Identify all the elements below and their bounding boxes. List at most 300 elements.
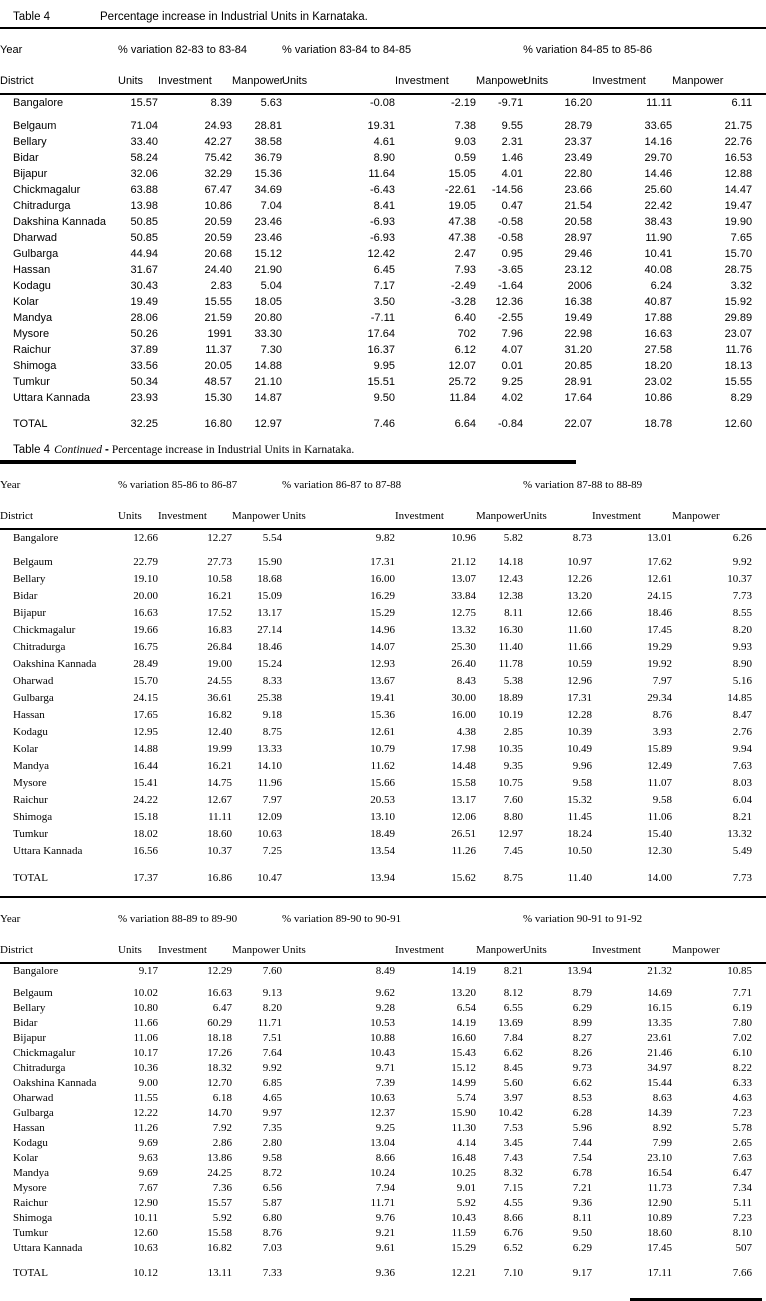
value-cell: 13.20: [567, 590, 592, 602]
district-cell: Hassan: [13, 264, 51, 276]
value-cell: 10.63: [370, 1092, 395, 1104]
value-cell: 13.20: [451, 987, 476, 999]
table-caption-dash: -: [105, 444, 109, 456]
value-cell: 9.25: [375, 1122, 395, 1134]
value-cell: 50.85: [130, 232, 158, 244]
value-cell: 42.27: [204, 136, 232, 148]
value-cell: -0.58: [497, 216, 524, 228]
value-cell: -0.08: [369, 97, 396, 109]
value-cell: 6.47: [212, 1002, 232, 1014]
value-cell: 10.47: [257, 872, 282, 884]
value-cell: 11.07: [647, 777, 672, 789]
value-cell: 11.11: [208, 811, 232, 823]
district-cell: Bellary: [13, 136, 47, 148]
value-cell: 20.00: [133, 590, 158, 602]
value-cell: 16.20: [564, 97, 593, 109]
value-cell: 8.20: [262, 1002, 282, 1014]
table-caption-label: Table 4: [13, 11, 51, 23]
value-cell: 21.32: [647, 965, 672, 977]
value-cell: 15.90: [257, 556, 282, 568]
period-header: % variation 87-88 to 88-89: [523, 479, 643, 491]
value-cell: 9.28: [375, 1002, 395, 1014]
period-header: % variation 89-90 to 90-91: [282, 913, 402, 925]
value-cell: 6.26: [732, 532, 752, 544]
district-cell: Chickmagalur: [13, 184, 81, 196]
value-cell: 37.89: [130, 344, 158, 356]
value-cell: 5.63: [260, 97, 283, 109]
value-cell: 22.98: [564, 328, 593, 340]
table-row: [0, 622, 766, 639]
table-row: [0, 656, 766, 673]
value-cell: 507: [735, 1242, 752, 1254]
value-cell: 22.42: [644, 200, 673, 212]
value-cell: 18.89: [498, 692, 523, 704]
period-header: % variation 83-84 to 84-85: [282, 44, 412, 56]
value-cell: 14.39: [647, 1107, 672, 1119]
period-header: % variation 90-91 to 91-92: [523, 913, 643, 925]
value-cell: 50.85: [130, 216, 158, 228]
value-cell: 16.44: [133, 760, 158, 772]
value-cell: 16.63: [644, 328, 673, 340]
column-header-row: [0, 931, 766, 963]
value-cell: 10.86: [644, 392, 673, 404]
value-cell: 11.06: [647, 811, 672, 823]
value-cell: 8.92: [652, 1122, 672, 1134]
value-cell: 7.97: [652, 675, 672, 687]
value-cell: 7.39: [375, 1077, 395, 1089]
district-cell: Bijapur: [13, 607, 46, 619]
value-cell: 8.76: [262, 1227, 282, 1239]
table-row: [0, 1196, 766, 1211]
table-row: [0, 1151, 766, 1166]
value-cell: 32.29: [204, 168, 232, 180]
value-cell: 28.97: [564, 232, 593, 244]
value-cell: 9.76: [375, 1212, 395, 1224]
value-cell: 13.11: [207, 1267, 232, 1279]
value-cell: 8.22: [732, 1062, 752, 1074]
value-cell: 31.67: [130, 264, 158, 276]
column-header: Units: [118, 931, 158, 963]
value-cell: 16.75: [133, 641, 158, 653]
table-row: [0, 1181, 766, 1196]
value-cell: 11.26: [451, 845, 476, 857]
district-cell: Uttara Kannada: [13, 845, 83, 857]
value-cell: 12.66: [567, 607, 592, 619]
value-cell: 6.47: [732, 1167, 752, 1179]
value-cell: 25.30: [451, 641, 476, 653]
district-cell: TOTAL: [13, 872, 48, 884]
table-row: [0, 1121, 766, 1136]
value-cell: 23.12: [564, 264, 593, 276]
table-row: [0, 639, 766, 656]
table-row: [0, 758, 766, 775]
value-cell: 18.18: [207, 1032, 232, 1044]
value-cell: 13.32: [727, 828, 752, 840]
value-cell: 1.46: [501, 152, 524, 164]
value-cell: 11.59: [451, 1227, 476, 1239]
value-cell: 19.47: [724, 200, 753, 212]
value-cell: 7.36: [212, 1182, 232, 1194]
value-cell: 21.54: [564, 200, 593, 212]
value-cell: 6.10: [732, 1047, 752, 1059]
value-cell: 9.36: [375, 1267, 395, 1279]
table-row: [0, 529, 766, 554]
value-cell: 16.00: [451, 709, 476, 721]
value-cell: 13.86: [207, 1152, 232, 1164]
value-cell: 0.47: [501, 200, 524, 212]
column-header: Investment: [395, 62, 476, 94]
value-cell: 9.50: [572, 1227, 592, 1239]
value-cell: 11.45: [567, 811, 592, 823]
value-cell: 18.46: [257, 641, 282, 653]
value-cell: -9.71: [497, 97, 524, 109]
value-cell: 8.39: [210, 97, 232, 109]
column-header: Manpower: [672, 497, 766, 529]
value-cell: 7.10: [503, 1267, 523, 1279]
value-cell: 8.45: [503, 1062, 523, 1074]
value-cell: 4.65: [262, 1092, 282, 1104]
value-cell: 13.94: [567, 965, 592, 977]
value-cell: 13.04: [370, 1137, 395, 1149]
period-header: % variation 88-89 to 89-90: [118, 913, 238, 925]
value-cell: 7.73: [732, 872, 752, 884]
value-cell: 10.50: [567, 845, 592, 857]
value-cell: 12.67: [207, 794, 232, 806]
value-cell: 11.66: [133, 1017, 158, 1029]
value-cell: 8.21: [503, 965, 523, 977]
column-header: Units: [118, 62, 158, 94]
value-cell: 15.58: [451, 777, 476, 789]
value-cell: 15.55: [204, 296, 232, 308]
column-header: Investment: [395, 931, 476, 963]
value-cell: 6.28: [572, 1107, 592, 1119]
value-cell: 8.41: [373, 200, 396, 212]
district-cell: Oharwad: [13, 1092, 54, 1104]
value-cell: 6.29: [572, 1242, 592, 1254]
value-cell: -0.84: [497, 418, 524, 430]
value-cell: 10.63: [257, 828, 282, 840]
column-header: Units: [282, 931, 395, 963]
value-cell: 25.60: [644, 184, 673, 196]
value-cell: 11.40: [567, 872, 592, 884]
value-cell: 9.58: [572, 777, 592, 789]
value-cell: 15.70: [133, 675, 158, 687]
value-cell: 7.84: [503, 1032, 523, 1044]
value-cell: 7.96: [501, 328, 524, 340]
district-label: District: [0, 931, 118, 963]
value-cell: 10.79: [370, 743, 395, 755]
value-cell: 23.07: [724, 328, 753, 340]
value-cell: 10.85: [727, 965, 752, 977]
value-cell: 19.41: [370, 692, 395, 704]
table-row: [0, 741, 766, 758]
table-row: [0, 792, 766, 809]
district-cell: Bellary: [13, 573, 46, 585]
value-cell: 16.83: [207, 624, 232, 636]
column-header: Manpower: [232, 931, 282, 963]
value-cell: 19.99: [207, 743, 232, 755]
value-cell: 20.53: [370, 794, 395, 806]
value-cell: 9.35: [503, 760, 523, 772]
value-cell: 10.63: [133, 1242, 158, 1254]
value-cell: 10.19: [498, 709, 523, 721]
value-cell: 9.73: [572, 1062, 592, 1074]
value-cell: 15.29: [370, 607, 395, 619]
value-cell: 19.92: [647, 658, 672, 670]
table-row: [0, 690, 766, 707]
value-cell: 11.78: [498, 658, 523, 670]
value-cell: 3.50: [373, 296, 396, 308]
value-cell: 9.94: [732, 743, 752, 755]
value-cell: 19.29: [647, 641, 672, 653]
value-cell: 14.19: [451, 965, 476, 977]
value-cell: 29.89: [724, 312, 753, 324]
value-cell: 3.93: [652, 726, 672, 738]
value-cell: 9.25: [501, 376, 524, 388]
value-cell: 9.17: [138, 965, 158, 977]
value-cell: 26.51: [451, 828, 476, 840]
value-cell: 3.97: [503, 1092, 523, 1104]
district-cell: Kolar: [13, 296, 39, 308]
value-cell: 12.37: [370, 1107, 395, 1119]
table-row: [0, 310, 766, 326]
value-cell: 10.75: [498, 777, 523, 789]
table-row: [0, 724, 766, 741]
value-cell: 8.72: [262, 1167, 282, 1179]
value-cell: 24.55: [207, 675, 232, 687]
value-cell: 7.66: [732, 1267, 752, 1279]
value-cell: 36.79: [254, 152, 283, 164]
table-row: [0, 843, 766, 860]
value-cell: 5.11: [733, 1197, 752, 1209]
total-row: [0, 860, 766, 887]
value-cell: 11.26: [133, 1122, 158, 1134]
value-cell: 14.88: [133, 743, 158, 755]
value-cell: 13.54: [370, 845, 395, 857]
table-row: [0, 390, 766, 406]
value-cell: -14.56: [491, 184, 524, 196]
value-cell: 6.40: [454, 312, 477, 324]
value-cell: 13.69: [498, 1017, 523, 1029]
column-header: Units: [523, 931, 592, 963]
value-cell: 12.61: [647, 573, 672, 585]
value-cell: 8.66: [503, 1212, 523, 1224]
value-cell: 29.46: [564, 248, 593, 260]
value-cell: 8.12: [503, 987, 523, 999]
district-cell: Gulbarga: [13, 1107, 54, 1119]
value-cell: 17.62: [647, 556, 672, 568]
value-cell: 10.58: [207, 573, 232, 585]
value-cell: 16.48: [451, 1152, 476, 1164]
value-cell: 44.94: [130, 248, 158, 260]
table-row: [0, 605, 766, 622]
district-cell: Raichur: [13, 344, 51, 356]
value-cell: 14.00: [647, 872, 672, 884]
table-row: [0, 707, 766, 724]
value-cell: 10.35: [498, 743, 523, 755]
value-cell: -2.19: [450, 97, 477, 109]
district-cell: Dakshina Kannada: [13, 216, 106, 228]
value-cell: 3.32: [730, 280, 753, 292]
table-row: [0, 118, 766, 134]
table-row: [0, 278, 766, 294]
value-cell: 15.58: [207, 1227, 232, 1239]
value-cell: 6.78: [572, 1167, 592, 1179]
value-cell: 9.00: [138, 1077, 158, 1089]
value-cell: 12.88: [724, 168, 753, 180]
value-cell: 12.07: [448, 360, 477, 372]
value-cell: 7.46: [373, 418, 396, 430]
value-cell: 23.93: [130, 392, 158, 404]
value-cell: 5.87: [262, 1197, 282, 1209]
table-row: [0, 134, 766, 150]
value-cell: 5.04: [260, 280, 283, 292]
value-cell: 14.88: [254, 360, 283, 372]
table-row: [0, 571, 766, 588]
value-cell: 19.00: [207, 658, 232, 670]
value-cell: 2.31: [501, 136, 524, 148]
value-cell: 9.50: [373, 392, 396, 404]
value-cell: 38.43: [644, 216, 673, 228]
value-cell: 11.37: [205, 344, 232, 356]
value-cell: 24.93: [204, 120, 232, 132]
value-cell: -1.64: [497, 280, 524, 292]
district-cell: Bidar: [13, 152, 39, 164]
district-cell: Oharwad: [13, 675, 54, 687]
value-cell: 12.97: [498, 828, 523, 840]
value-cell: 50.26: [130, 328, 158, 340]
value-cell: 10.39: [567, 726, 592, 738]
value-cell: 47.38: [448, 232, 477, 244]
value-cell: 2.86: [212, 1137, 232, 1149]
value-cell: 8.75: [262, 726, 282, 738]
value-cell: 5.92: [212, 1212, 232, 1224]
value-cell: 13.17: [451, 794, 476, 806]
period-header: % variation 82-83 to 83-84: [118, 44, 248, 56]
year-header-row: [0, 29, 766, 62]
value-cell: 16.63: [133, 607, 158, 619]
table-caption-text: Percentage increase in Industrial Units in Karnataka.: [100, 11, 368, 23]
value-cell: 12.70: [207, 1077, 232, 1089]
value-cell: 11.64: [368, 168, 396, 180]
value-cell: 9.92: [262, 1062, 282, 1074]
value-cell: 10.25: [451, 1167, 476, 1179]
value-cell: 15.32: [567, 794, 592, 806]
column-header: Manpower: [476, 931, 523, 963]
value-cell: 7.02: [732, 1032, 752, 1044]
period-header: % variation 84-85 to 85-86: [523, 44, 653, 56]
value-cell: 7.04: [260, 200, 283, 212]
value-cell: 2.85: [503, 726, 523, 738]
district-cell: Tumkur: [13, 828, 49, 840]
value-cell: 31.20: [564, 344, 593, 356]
value-cell: 14.96: [370, 624, 395, 636]
table-row: [0, 1226, 766, 1241]
value-cell: 9.61: [375, 1242, 395, 1254]
value-cell: 23.37: [564, 136, 593, 148]
district-cell: Mysore: [13, 777, 47, 789]
value-cell: 34.69: [254, 184, 283, 196]
district-cell: Chitradurga: [13, 200, 71, 212]
column-header: Manpower: [476, 497, 523, 529]
value-cell: 8.75: [503, 872, 523, 884]
value-cell: 2006: [567, 280, 593, 292]
value-cell: -6.43: [369, 184, 396, 196]
table-row: [0, 775, 766, 792]
value-cell: 15.24: [257, 658, 282, 670]
table-caption-label: Table 4: [13, 444, 51, 456]
value-cell: 6.04: [732, 794, 752, 806]
table-row: [0, 150, 766, 166]
value-cell: 17.64: [564, 392, 593, 404]
value-cell: 14.19: [451, 1017, 476, 1029]
value-cell: 10.36: [133, 1062, 158, 1074]
district-cell: Oakshina Kannada: [13, 658, 97, 670]
value-cell: 15.18: [133, 811, 158, 823]
column-header: Investment: [158, 497, 232, 529]
value-cell: 9.63: [138, 1152, 158, 1164]
value-cell: 7.15: [503, 1182, 523, 1194]
value-cell: 12.43: [498, 573, 523, 585]
value-cell: 5.16: [732, 675, 752, 687]
value-cell: 7.63: [732, 1152, 752, 1164]
value-cell: 28.49: [133, 658, 158, 670]
value-cell: 0.95: [501, 248, 524, 260]
value-cell: 7.97: [262, 794, 282, 806]
value-cell: 12.40: [207, 726, 232, 738]
value-cell: 15.40: [647, 828, 672, 840]
value-cell: 702: [457, 328, 477, 340]
value-cell: 0.59: [454, 152, 477, 164]
district-cell: Belgaum: [13, 120, 57, 132]
value-cell: 14.10: [257, 760, 282, 772]
value-cell: 8.21: [732, 811, 752, 823]
value-cell: 17.98: [451, 743, 476, 755]
value-cell: 15.09: [257, 590, 282, 602]
district-cell: Chickmagalur: [13, 624, 76, 636]
value-cell: 7.03: [262, 1242, 282, 1254]
value-cell: 24.22: [133, 794, 158, 806]
year-label: Year: [0, 479, 21, 491]
value-cell: 7.35: [262, 1122, 282, 1134]
value-cell: 29.34: [647, 692, 672, 704]
value-cell: 7.80: [732, 1017, 752, 1029]
value-cell: 17.64: [367, 328, 396, 340]
value-cell: 18.60: [647, 1227, 672, 1239]
period-header: % variation 85-86 to 86-87: [118, 479, 238, 491]
value-cell: 28.79: [564, 120, 593, 132]
district-cell: Oakshina Kannada: [13, 1077, 97, 1089]
value-cell: 10.17: [133, 1047, 158, 1059]
table-row: [0, 1016, 766, 1031]
value-cell: 9.96: [572, 760, 592, 772]
value-cell: 4.07: [501, 344, 524, 356]
district-cell: Shimoga: [13, 360, 57, 372]
value-cell: 5.49: [732, 845, 752, 857]
value-cell: 15.57: [207, 1197, 232, 1209]
table-section-82-85: [0, 7, 766, 432]
value-cell: 8.10: [732, 1227, 752, 1239]
value-cell: 10.53: [370, 1017, 395, 1029]
value-cell: 47.38: [448, 216, 477, 228]
value-cell: 29.70: [644, 152, 673, 164]
district-cell: Mandya: [13, 1167, 50, 1179]
value-cell: 19.49: [130, 296, 158, 308]
value-cell: 7.23: [732, 1107, 752, 1119]
value-cell: 10.41: [644, 248, 673, 260]
value-cell: 20.58: [564, 216, 593, 228]
value-cell: 12.29: [207, 965, 232, 977]
